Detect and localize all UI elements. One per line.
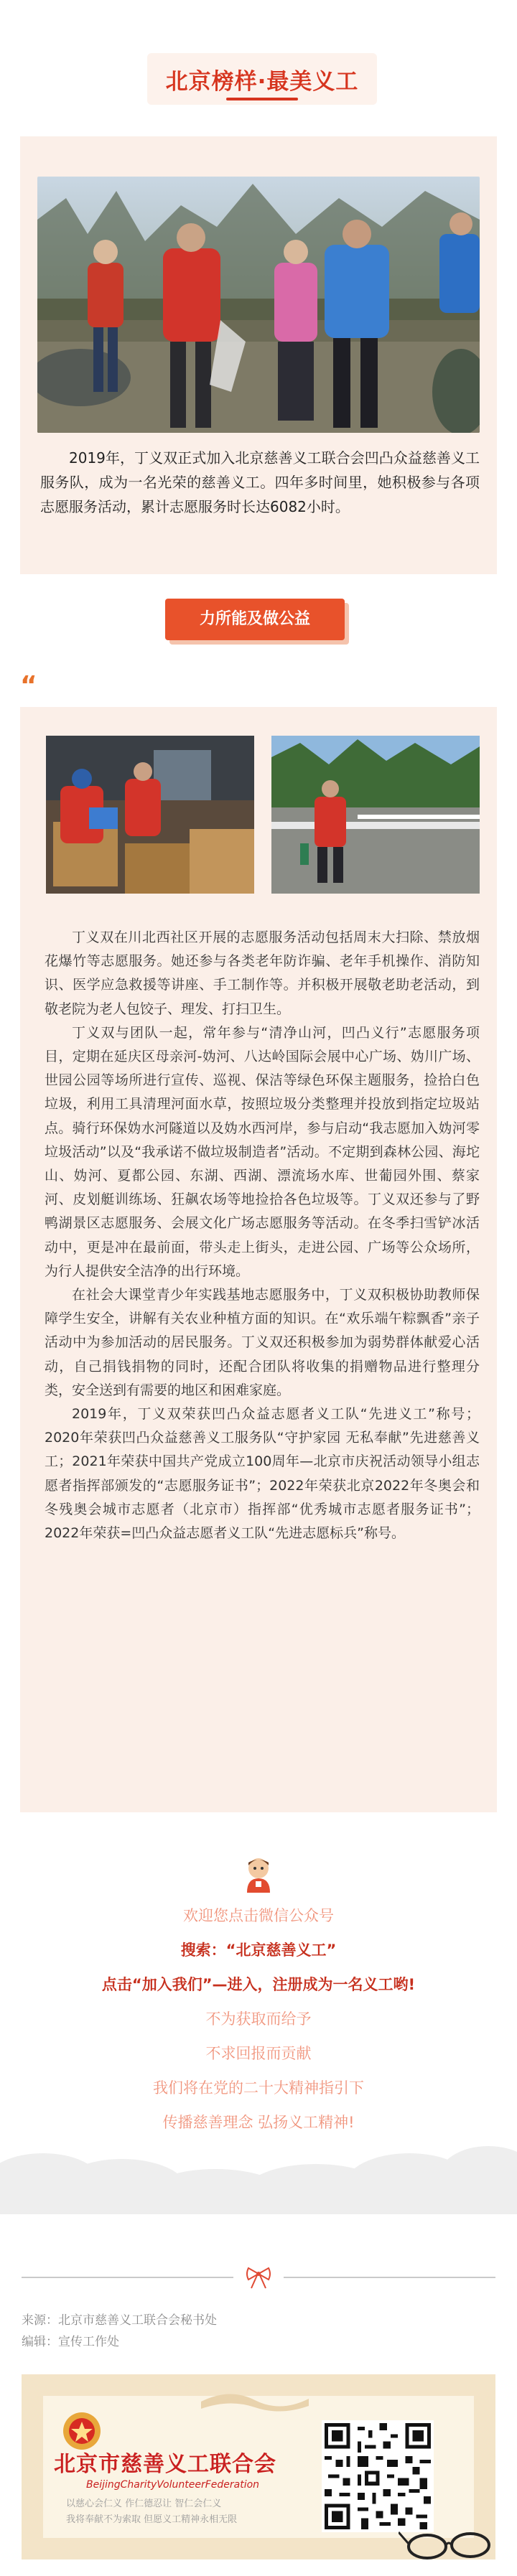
volunteers-photo-1 xyxy=(37,177,480,433)
cloud-decoration xyxy=(0,2125,517,2225)
story-card xyxy=(20,707,497,1812)
brush-decoration xyxy=(201,2387,309,2416)
slogan-line: 我将奉献不为索取 但愿义工精神永相无限 xyxy=(66,2514,238,2525)
volunteers-photo-3 xyxy=(271,736,480,894)
volunteers-cleanup-image xyxy=(37,177,480,433)
volunteer-mascot-icon xyxy=(241,1855,276,1893)
message-line: 搜索：“北京慈善义工” xyxy=(180,1942,337,1959)
credit-editor: 编辑：宣传工作处 xyxy=(22,2335,119,2349)
sorting-donations-image xyxy=(46,736,254,894)
section-badge xyxy=(165,599,345,640)
footer-divider-right xyxy=(284,2277,495,2278)
organization-name-english: BeijingCharityVolunteerFederation xyxy=(86,2479,260,2491)
footer-divider-left xyxy=(22,2277,233,2278)
section-badge-label: 力所能及做公益 xyxy=(199,610,310,628)
credit-source: 来源：北京市慈善义工联合会秘书处 xyxy=(22,2313,217,2328)
intro-paragraph: 2019年，丁义双正式加入北京慈善义工联合会凹凸众益慈善义工服务队，成为一名光荣的慈善义工。四年多时间里，她积极参与各项志愿服务活动，累计志愿服务时长达6082小时。 xyxy=(40,449,480,515)
title-banner xyxy=(147,53,377,105)
story-body xyxy=(45,926,480,1545)
title-underline xyxy=(226,98,298,100)
slogan-line: 以慈心会仁义 作仁德忍让 智仁会仁义 xyxy=(66,2498,222,2509)
page-title: 北京榜样·最美义工 xyxy=(165,69,359,95)
message-line: 点击“加入我们”—进入，注册成为一名义工哟! xyxy=(101,1976,416,1993)
organization-name: 北京市慈善义工联合会 xyxy=(54,2452,276,2477)
qr-code-icon[interactable] xyxy=(322,2420,434,2532)
volunteers-photo-2 xyxy=(46,736,254,894)
story-paragraph: 在社会大课堂青少年实践基地志愿服务中，丁义双积极协助教师保障学生安全，讲解有关农业种植方面的知识。在“欢乐端午粽飘香”亲子活动中为参加活动的居民服务。丁义双还积极参加为弱势群体献爱心活动，自己捐钱捐物的同时，还配合团队将收集的捐赠物品进行整理分类，安全送到有需要的地区和困难家庭。 xyxy=(45,1287,480,1398)
organization-footer xyxy=(22,2374,495,2559)
intro-card xyxy=(20,136,497,574)
call-to-action xyxy=(0,1898,517,2140)
quote-mark-icon: “ xyxy=(20,671,37,701)
article-credits xyxy=(22,2310,217,2353)
organization-slogan xyxy=(66,2496,237,2528)
message-line: 欢迎您点击微信公众号 xyxy=(183,1907,334,1924)
glasses-decoration xyxy=(399,2525,492,2559)
message-line: 不为获取而给予 xyxy=(205,2010,312,2028)
story-paragraph: 2019年，丁义双荣获凹凸众益志愿者义工队“先进义工”称号；2020年荣获凹凸众益慈善义工服务队“守护家园 无私奉献”先进慈善义工；2021年荣获中国共产党成立100周年—北京市庆祝活动领导小组志愿者指挥部颁发的“志愿服务证书”；2022年荣获北京2022年冬奥会和冬残奥会城市志愿者（北京市）指挥部“优秀城市志愿者服务证书”；2022年荣获=凹凸众益志愿者义工队“先进志愿标兵”称号。 xyxy=(45,1406,480,1542)
story-paragraph: 丁义双在川北西社区开展的志愿服务活动包括周末大扫除、禁放烟花爆竹等志愿服务。她还参与各类老年防诈骗、老年手机操作、消防知识、医学应急救援等讲座、手工制作等。并积极开展敬老助老活动，到敬老院为老人包饺子、理发、打扫卫生。 xyxy=(45,929,480,1017)
message-line: 不求回报而贡献 xyxy=(205,2045,312,2062)
ribbon-bow-icon xyxy=(244,2265,273,2290)
story-paragraph: 丁义双与团队一起，常年参与“清净山河，凹凸义行”志愿服务项目，定期在延庆区母亲河-妫河、八达岭国际会展中心广场、妫川广场、世园公园等场所进行宣传、巡视、保洁等绿色环保主题服务，捡拾白色垃圾，利用工具清理河面水草，按照垃圾分类整理并投放到指定垃圾站点。骑行环保妫水河隧道以及妫水西河岸，参与启动“我志愿加入妫河零垃圾活动”以及“我承诺不做垃圾制造者”活动。不定期到森林公园、海坨山、妫河、夏都公园、东湖、西湖、漂流场水库、世葡园外围、蔡家河、皮划艇训练场、狂飙农场等地捡拾各色垃圾等。丁义双还参与了野鸭湖景区志愿服务、会展文化广场志愿服务等活动。在冬季扫雪铲冰活动中，更是冲在最前面，带头走上街头，走进公园、广场等公众场所，为行人提供安全洁净的出行环境。 xyxy=(45,1024,480,1279)
message-line: 我们将在党的二十大精神指引下 xyxy=(153,2079,364,2097)
park-cleanup-image xyxy=(271,736,480,894)
message-line: 传播慈善理念 弘扬义工精神! xyxy=(162,2114,355,2131)
